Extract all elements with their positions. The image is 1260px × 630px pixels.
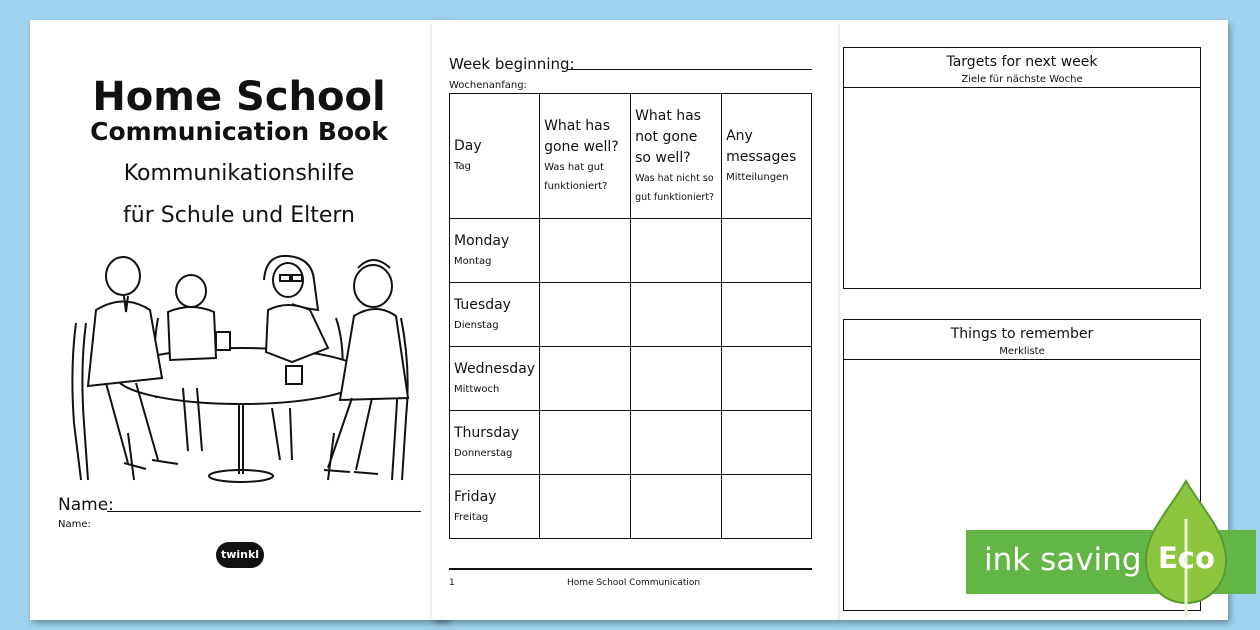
targets-title: Targets for next week <box>946 54 1098 70</box>
day-cell-wednesday: Wednesday Mittwoch <box>450 347 540 411</box>
entry-cell[interactable] <box>540 219 631 283</box>
ink-saving-text: ink saving <box>984 542 1142 578</box>
remember-title: Things to remember <box>950 326 1094 342</box>
cover-german-line1: Kommunikationshilfe <box>123 161 355 186</box>
name-label: Name: <box>58 495 114 515</box>
day-cell-tuesday: Tuesday Dienstag <box>450 283 540 347</box>
entry-cell[interactable] <box>722 219 812 283</box>
entry-cell[interactable] <box>540 475 631 539</box>
header-cell-not-gone-well: What has not gone so well? Was hat nicht so gut funktioniert? <box>631 94 722 219</box>
entry-cell[interactable] <box>540 411 631 475</box>
targets-header <box>844 48 1200 88</box>
header-cell-messages: Any messages Mitteilungen <box>722 94 812 219</box>
day-cell-thursday: Thursday Donnerstag <box>450 411 540 475</box>
footer-rule <box>449 568 812 570</box>
entry-cell[interactable] <box>722 347 812 411</box>
week-beginning-label-german: Wochenanfang: <box>449 80 527 91</box>
entry-cell[interactable] <box>631 219 722 283</box>
entry-cell[interactable] <box>722 283 812 347</box>
table-row <box>450 219 812 283</box>
family-table-illustration <box>66 248 416 488</box>
weekly-table <box>449 93 812 539</box>
header-cell-gone-well: What has gone well? Was hat gut funktioniert? <box>540 94 631 219</box>
remember-title-german: Merkliste <box>999 346 1045 357</box>
header-row <box>450 94 812 219</box>
remember-header <box>844 320 1200 360</box>
week-beginning-label: Week beginning: <box>449 55 575 73</box>
entry-cell[interactable] <box>540 283 631 347</box>
table-row <box>450 411 812 475</box>
name-underline <box>107 511 421 512</box>
cover-subtitle: Communication Book <box>90 117 388 146</box>
table-row <box>450 347 812 411</box>
cover-german-line2: für Schule und Eltern <box>123 203 355 228</box>
entry-cell[interactable] <box>540 347 631 411</box>
cover-title: Home School <box>92 74 386 120</box>
twinkl-logo: twinkl <box>216 542 264 568</box>
targets-title-german: Ziele für nächste Woche <box>961 74 1083 85</box>
table-row <box>450 283 812 347</box>
header-cell-day: Day Tag <box>450 94 540 219</box>
entry-cell[interactable] <box>631 347 722 411</box>
footer-page-number: 1 <box>449 578 455 588</box>
week-beginning-underline <box>567 69 812 70</box>
entry-cell[interactable] <box>722 475 812 539</box>
cover-page <box>30 20 448 620</box>
entry-cell[interactable] <box>631 475 722 539</box>
footer-title: Home School Communication <box>567 578 701 588</box>
table-row <box>450 475 812 539</box>
eco-label: Eco <box>1158 541 1215 575</box>
entry-cell[interactable] <box>631 411 722 475</box>
entry-cell[interactable] <box>631 283 722 347</box>
entry-cell[interactable] <box>722 411 812 475</box>
day-cell-friday: Friday Freitag <box>450 475 540 539</box>
day-cell-monday: Monday Montag <box>450 219 540 283</box>
name-label-german: Name: <box>58 519 91 530</box>
weekly-table-page <box>432 20 840 620</box>
targets-box[interactable] <box>843 47 1201 289</box>
